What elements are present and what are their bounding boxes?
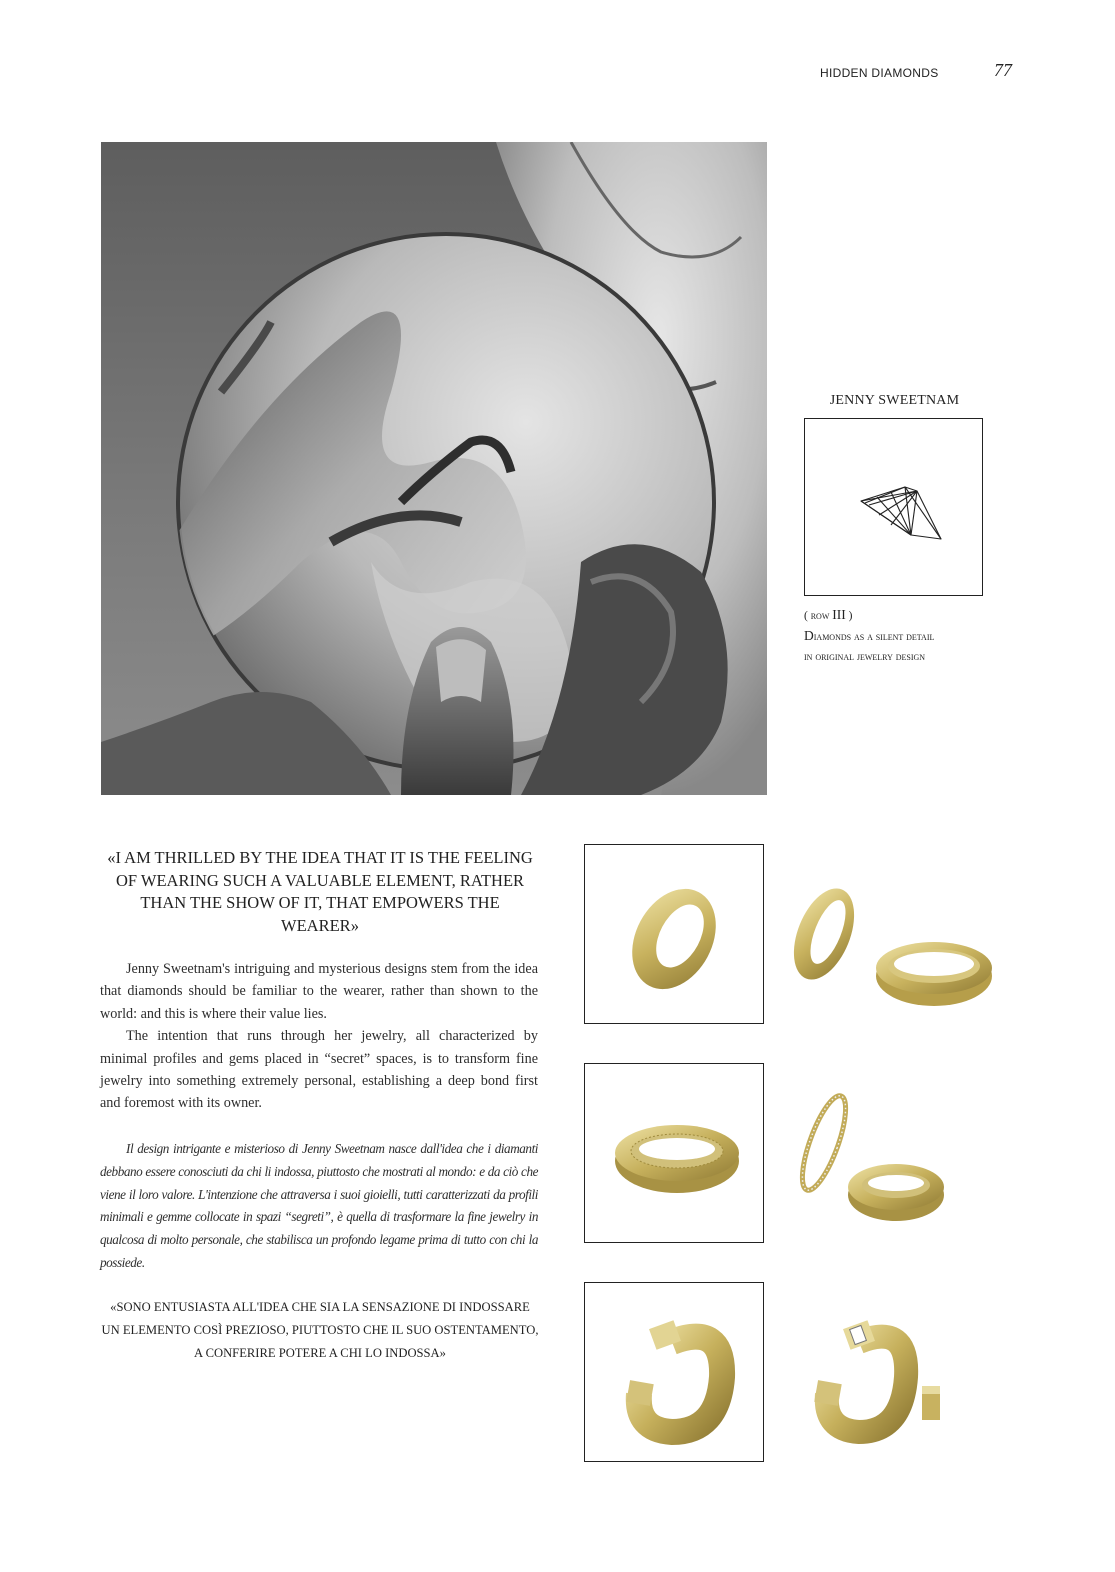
- product-photo-3: [584, 1282, 1014, 1462]
- pull-quote-english: «I AM THRILLED BY THE IDEA THAT IT IS THE FEELING OF WEARING SUCH A VALUABLE ELEMENT, RATHER THAN THE SHOW OF IT, THAT EMPOWERS THE WEARER»: [107, 848, 533, 935]
- designer-name: JENNY SWEETNAM: [829, 393, 960, 408]
- caption-line-2: in original jewelry design: [804, 651, 926, 663]
- body-en-paragraph-2: The intention that runs through her jewelry, all characterized by minimal profiles and gems placed in “secret” spaces, is to transform fine jewelry into something extremely personal, establishing a deep bond first and foremost with its owner.: [100, 1028, 538, 1112]
- designer-caption: [804, 605, 1014, 667]
- product-photo-2: [584, 1063, 1014, 1243]
- body-text-italian: [100, 1138, 538, 1275]
- hero-photo: [101, 142, 767, 795]
- body-text-english: [100, 958, 538, 1115]
- pull-quote-italian: «SONO ENTUSIASTA ALL'IDEA CHE SIA LA SENSAZIONE DI INDOSSARE UN ELEMENTO COSÌ PREZIOSO, PIUTTOSTO CHE IL SUO OSTENTAMENTO, A CONFERIRE POTERE A CHI LO INDOSSA»: [101, 1300, 539, 1360]
- body-it-paragraph: Il design intrigante e misterioso di Jenny Sweetnam nasce dall'idea che i diamanti debbano essere conosciuti da chi li indossa, piuttosto che mostrati al mondo: e da ciò che viene il loro valore. L'intenzione che attraversa i suoi gioielli, tutti caratterizzati da profili minimali e gemme collocate in spazi “segreti”, è quella di trasformare la fine jewelry in qualcosa di molto personale, che stabilisca un profondo legame prima di tutto con chi la possiede.: [100, 1141, 538, 1270]
- designer-logo-box: [804, 418, 983, 596]
- section-title: HIDDEN DIAMONDS: [820, 66, 939, 80]
- caption-row-label: ( row III ): [804, 607, 853, 622]
- page-number: 77: [994, 60, 1012, 80]
- product-photo-1: [584, 844, 1014, 1024]
- diamond-outline-icon: [857, 481, 947, 545]
- caption-line-1: Diamonds as a silent detail: [804, 628, 935, 643]
- body-en-paragraph-1: Jenny Sweetnam's intriguing and mysterious designs stem from the idea that diamonds should be familiar to the wearer, rather than shown to the world: and this is where their value lies.: [100, 961, 538, 1022]
